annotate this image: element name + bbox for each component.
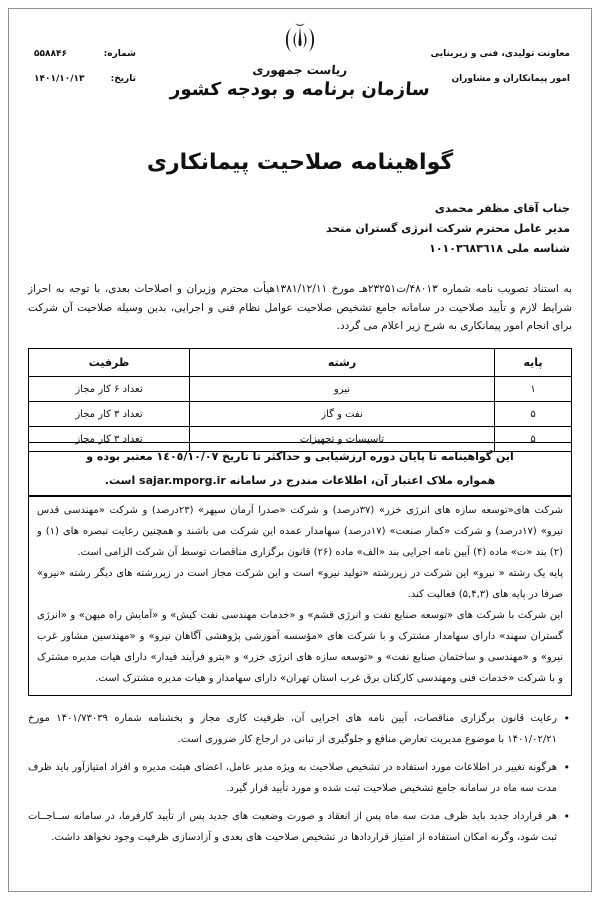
shareholders-paragraph: شرکت های«توسعه سازه های انرژی خزر» (۳۷درصد) و شرکت «صدرا آرمان سپهر» (۲۳درصد) و شرکت «مهندسی قدس نیرو» (۱۷درصد) و شرکت «کمار صنعت» (۱۷درصد) سهامدار عمده این شرکت می باشند و همچنین رعایت تبصره های (۱) و (۲) بند «ت» ماده (۴) آیین نامه اجرایی بند «الف» ماده (۲۶) قانون برگزاری مناقصات توسط آن شرکت الزامی است. <box>37 505 563 558</box>
table-row <box>29 377 572 402</box>
note-item <box>28 806 572 848</box>
doc-date-label: تاریخ: <box>110 74 136 84</box>
cell-field: تاسیسات و تجهیزات <box>190 427 495 452</box>
note-text: هر قرارداد جدید باید ظرف مدت سه ماه پس از انعقاد و صورت وضعیت های جدید پس از تأیید کارفرما، در سامانه ســاجــات ثبت شود، وگرنه امکان استفاده از امتیاز قراردادها در تشخیص صلاحیت های بعدی و آزادسازی ظرفیت وجود نخواهد داشت. <box>28 811 557 843</box>
column-header-field: رشته <box>190 349 495 377</box>
addressee-national-id: شناسه ملی ١٠١٠٣٦٨٣٦١٨ <box>429 242 570 255</box>
bullet-icon: • <box>563 810 570 823</box>
org-presidency-line: ریاست جمهوری <box>251 63 349 77</box>
affiliations-paragraph: این شرکت با شرکت های «توسعه صنایع نفت و انرژی قشم» و «خدمات مهندسی نفت کیش» و «آمایش راه میهن» و «انرژی گستران سهند» دارای سهامدار مشترک و با شرکت های «مؤسسه آموزشی پژوهشی آگاهان نیرو» و «مهندسین مشاور غرب نیرو» و «مهندسی و ساختمان صنایع نفت» و «توسعه سازه های انرژی خزر» و «پترو فرآیند فیدار» دارای هیات مدیره مشترک و با شرکت «خدمات فنی ومهندسی کارکنان برق غرب استان تهران» دارای سهامدار و هیات مدیره مشترک است. <box>37 610 563 684</box>
note-item <box>28 757 572 799</box>
intro-paragraph: به استناد تصویب نامه شماره ۴۸۰۱۳/ت۲۳۲۵۱هـ مورخ ۱۳۸۱/۱۲/۱۱هیأت محترم وزیران و اصلاحات بعدی، با توجه به احراز شرایط لازم و تأیید صلاحیت در سامانه جامع تشخیص صلاحیت عوامل نظام فنی و اجرایی، بدین وسیله صلاحیت آن شرکت برای انجام امور پیمانکاری به شرح زیر اعلام می گردد. <box>28 283 573 332</box>
cell-capacity: تعداد ۳ کار مجاز <box>29 427 190 452</box>
addressee-name: جناب آقای مظفر محمدی <box>434 202 570 215</box>
cell-capacity: تعداد ۳ کار مجاز <box>29 402 190 427</box>
qualification-table <box>28 348 572 452</box>
note-text: رعایت قانون برگزاری مناقصات، آیین نامه های اجرایی آن، ظرفیت کاری مجاز و بخشنامه شماره ۱۴۰۱/۷۳۰۳۹ مورخ ۱۴۰۱/۰۲/۲۱ با موضوع مدیریت تعارض منافع و جلوگیری از تبانی در ارجاع کار ضروری است. <box>28 713 557 745</box>
certificate-title: گواهینامه صلاحیت پیمانکاری <box>146 150 454 175</box>
column-header-grade: پایه <box>495 349 572 377</box>
details-box <box>28 496 572 696</box>
doc-date-value: ۱۴۰۱/۱۰/۱۳ <box>34 74 85 84</box>
subfield-paragraph: پایه یک رشته « نیرو» این شرکت در زیررشته «تولید نیرو» است و این شرکت مجاز است در زیررشته های دیگر رشته «نیرو» صرفا در پایه های (۵,۴,۳) فعالیت کند. <box>37 568 563 600</box>
cell-grade: ۱ <box>495 377 572 402</box>
doc-number-label: شماره: <box>103 49 136 59</box>
cell-grade: ۵ <box>495 427 572 452</box>
cell-grade: ۵ <box>495 402 572 427</box>
department-line-1: معاونت تولیدی، فنی و زیربنایی <box>430 49 570 59</box>
validity-line-1: این گواهینامه تا پایان دوره ارزشیابی و حداکثر تا تاریخ ١٤٠٥/١٠/٠٧ معتبر بوده و <box>86 450 514 463</box>
note-item <box>28 708 572 750</box>
bullet-icon: • <box>563 761 570 774</box>
iran-national-emblem-icon <box>281 22 319 62</box>
validity-box <box>28 442 572 496</box>
department-line-2: امور پیمانکاران و مشاوران <box>451 74 570 84</box>
cell-field: نفت و گاز <box>190 402 495 427</box>
doc-number-value: ۵۵۸۸۴۶ <box>34 49 67 59</box>
note-text: هرگونه تغییر در اطلاعات مورد استفاده در تشخیص صلاحیت به ویژه مدیر عامل، اعضای هیئت مدیره و افراد امتیازآور باید ظرف مدت سه ماه در سامانه جامع تشخیص صلاحیت ثبت شده و مورد تأیید قرار گیرد. <box>28 762 557 794</box>
table-header-row <box>29 349 572 377</box>
notes-list <box>28 708 572 855</box>
cell-field: نیرو <box>190 377 495 402</box>
bullet-icon: • <box>563 712 570 725</box>
addressee-block <box>326 199 570 259</box>
validity-line-2: همواره ملاک اعتبار آن، اطلاعات مندرج در سامانه sajar.mporg.ir است. <box>104 474 496 487</box>
header-org-block <box>0 22 600 100</box>
org-name: سازمان برنامه و بودجه کشور <box>169 79 431 100</box>
table-row <box>29 402 572 427</box>
column-header-capacity: ظرفیت <box>29 349 190 377</box>
addressee-role-company: مدیر عامل محترم شرکت انرژی گستران متحد <box>325 222 570 235</box>
cell-capacity: تعداد ۶ کار مجاز <box>29 377 190 402</box>
